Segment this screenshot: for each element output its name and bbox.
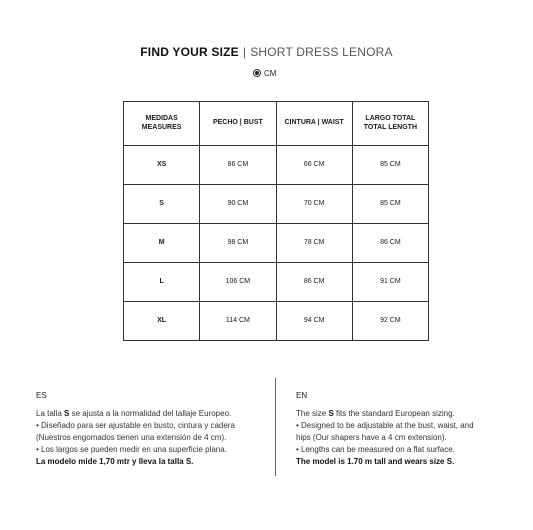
header-bust bbox=[200, 102, 276, 146]
size-table bbox=[123, 101, 429, 341]
size-cell: XS bbox=[124, 146, 200, 185]
size-cell: S bbox=[124, 185, 200, 224]
title-separator: | bbox=[242, 45, 247, 59]
size-cell: XL bbox=[124, 302, 200, 341]
note-line: hips (Our shapers have a 4 cm extension). bbox=[296, 433, 447, 442]
table-row bbox=[124, 146, 429, 185]
bust-cell: 98 CM bbox=[200, 224, 276, 263]
note-text: The size bbox=[296, 409, 329, 418]
bust-cell: 114 CM bbox=[200, 302, 276, 341]
radio-selected-icon[interactable] bbox=[253, 69, 261, 77]
title-main: FIND YOUR SIZE bbox=[140, 45, 239, 59]
note-text: fits the standard European sizing. bbox=[333, 409, 455, 418]
product-name: SHORT DRESS LENORA bbox=[250, 45, 393, 59]
bust-cell: 90 CM bbox=[200, 185, 276, 224]
length-cell: 85 CM bbox=[352, 185, 428, 224]
unit-option-cm[interactable] bbox=[253, 67, 276, 79]
header-line: MEDIDAS bbox=[145, 114, 178, 122]
header-line: TOTAL LENGTH bbox=[363, 123, 418, 131]
notes-spanish bbox=[36, 390, 271, 468]
note-text: se ajusta a la normalidad del tallaje Europeo. bbox=[69, 409, 232, 418]
note-size: S bbox=[64, 409, 70, 418]
header-measures bbox=[124, 102, 200, 146]
size-cell: M bbox=[124, 224, 200, 263]
waist-cell: 94 CM bbox=[276, 302, 352, 341]
note-line bbox=[36, 408, 271, 420]
note-line: • Los largos se pueden medir en una superficie plana. bbox=[36, 445, 227, 454]
header-length bbox=[352, 102, 428, 146]
note-model-line: The model is 1.70 m tall and wears size S. bbox=[296, 457, 455, 466]
waist-cell: 86 CM bbox=[276, 263, 352, 302]
notes-english bbox=[296, 390, 531, 468]
length-cell: 86 CM bbox=[352, 224, 428, 263]
header-line: CINTURA | WAIST bbox=[284, 119, 344, 127]
radio-dot bbox=[255, 71, 259, 75]
page-title bbox=[0, 45, 533, 59]
bust-cell: 86 CM bbox=[200, 146, 276, 185]
header-line: PECHO | BUST bbox=[212, 119, 263, 127]
length-cell: 92 CM bbox=[352, 302, 428, 341]
table-row bbox=[124, 263, 429, 302]
lang-label: EN bbox=[296, 391, 308, 400]
header-line: LARGO TOTAL bbox=[365, 114, 416, 122]
note-text: La talla bbox=[36, 409, 65, 418]
note-line bbox=[296, 408, 531, 420]
header-waist bbox=[276, 102, 352, 146]
bust-cell: 106 CM bbox=[200, 263, 276, 302]
header-line: MEASURES bbox=[141, 123, 182, 131]
note-line: • Lengths can be measured on a flat surface. bbox=[296, 445, 455, 454]
note-size: S bbox=[328, 409, 334, 418]
lang-label: ES bbox=[36, 391, 47, 400]
table-header-row bbox=[124, 102, 429, 146]
table-row bbox=[124, 185, 429, 224]
note-line: • Designed to be adjustable at the bust, waist, and bbox=[296, 421, 474, 430]
length-cell: 91 CM bbox=[352, 263, 428, 302]
waist-cell: 70 CM bbox=[276, 185, 352, 224]
waist-cell: 66 CM bbox=[276, 146, 352, 185]
size-cell: L bbox=[124, 263, 200, 302]
table-row bbox=[124, 302, 429, 341]
note-model-line: La modelo mide 1,70 mtr y lleva la talla S. bbox=[36, 457, 194, 466]
note-line: • Diseñado para ser ajustable en busto, cintura y cadera bbox=[36, 421, 235, 430]
note-line: (Nuestros engomados tienen una extensión de 4 cm). bbox=[36, 433, 227, 442]
column-divider bbox=[275, 378, 276, 476]
unit-label: CM bbox=[264, 68, 277, 78]
table-row bbox=[124, 224, 429, 263]
waist-cell: 78 CM bbox=[276, 224, 352, 263]
length-cell: 85 CM bbox=[352, 146, 428, 185]
